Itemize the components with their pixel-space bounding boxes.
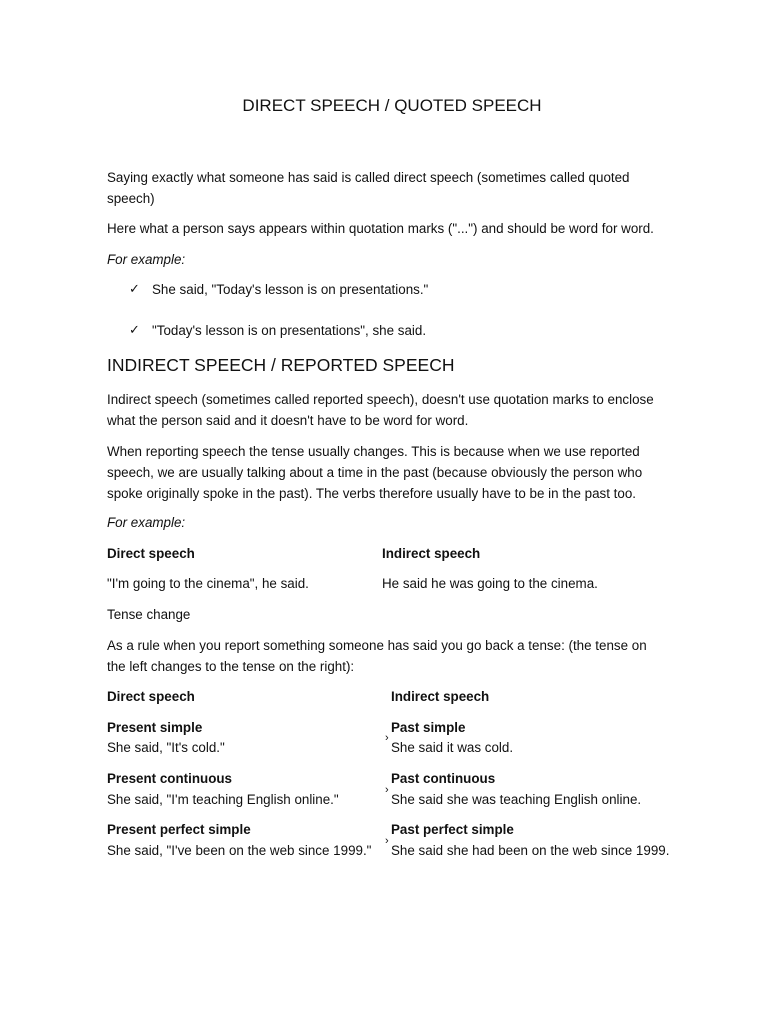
- tense-rule-paragraph: [107, 635, 682, 677]
- indirect-tense-example: She said she had been on the web since 1999.: [391, 843, 670, 858]
- direct-example-cell: "I'm going to the cinema", he said.: [107, 576, 309, 591]
- indirect-speech-heading: INDIRECT SPEECH / REPORTED SPEECH: [107, 355, 455, 375]
- example-item: "Today's lesson is on presentations", she said.: [152, 323, 427, 338]
- direct-tense-name: Present simple: [107, 720, 203, 735]
- direct-tense-name: Present perfect simple: [107, 822, 251, 837]
- column-header-indirect: Indirect speech: [391, 689, 490, 704]
- tense-explanation-paragraph: [107, 441, 682, 504]
- paragraph-line: the left changes to the tense on the right):: [107, 659, 355, 674]
- indirect-tense-example: She said she was teaching English online.: [391, 792, 642, 807]
- paragraph-line: speech, we are usually talking about a time in the past (because obviously the person who: [107, 465, 643, 480]
- indirect-tense-example: She said it was cold.: [391, 740, 514, 755]
- paragraph-line: When reporting speech the tense usually changes. This is because when we use reported: [107, 444, 640, 459]
- paragraph-line: As a rule when you report something someone has said you go back a tense: (the tense on: [107, 638, 647, 653]
- direct-tense-example: She said, "I'm teaching English online.": [107, 792, 339, 807]
- column-header-direct: Direct speech: [107, 546, 195, 561]
- indirect-tense-name: Past perfect simple: [391, 822, 514, 837]
- tense-change-heading: Tense change: [107, 607, 191, 622]
- column-header-direct: Direct speech: [107, 689, 195, 704]
- arrow-icon: ›: [385, 732, 389, 744]
- arrow-icon: ›: [385, 835, 389, 847]
- indirect-example-cell: He said he was going to the cinema.: [382, 576, 598, 591]
- indirect-tense-name: Past simple: [391, 720, 466, 735]
- paragraph-line: what the person said and it doesn't have to be word for word.: [107, 413, 469, 428]
- direct-tense-name: Present continuous: [107, 771, 232, 786]
- arrow-icon: ›: [385, 784, 389, 796]
- paragraph-line: spoke originally spoke in the past). The verbs therefore usually have to be in the past too.: [107, 486, 636, 501]
- paragraph-line: speech): [107, 191, 155, 206]
- paragraph-line: Indirect speech (sometimes called reported speech), doesn't use quotation marks to enclose: [107, 392, 654, 407]
- indirect-intro-paragraph: [107, 389, 682, 431]
- direct-tense-example: She said, "I've been on the web since 1999.": [107, 843, 372, 858]
- page-title: DIRECT SPEECH / QUOTED SPEECH: [242, 96, 542, 115]
- direct-intro-paragraph: [107, 167, 682, 209]
- example-item: She said, "Today's lesson is on presentations.": [152, 282, 429, 297]
- checkmark-icon: ✓: [129, 281, 140, 296]
- paragraph-line: Saying exactly what someone has said is called direct speech (sometimes called quoted: [107, 170, 630, 185]
- indirect-tense-name: Past continuous: [391, 771, 496, 786]
- example-label: For example:: [107, 252, 186, 267]
- checkmark-icon: ✓: [129, 322, 140, 337]
- example-label: For example:: [107, 515, 186, 530]
- direct-tense-example: She said, "It's cold.": [107, 740, 225, 755]
- quotation-marks-paragraph: Here what a person says appears within quotation marks ("...") and should be word for word.: [107, 221, 654, 236]
- column-header-indirect: Indirect speech: [382, 546, 481, 561]
